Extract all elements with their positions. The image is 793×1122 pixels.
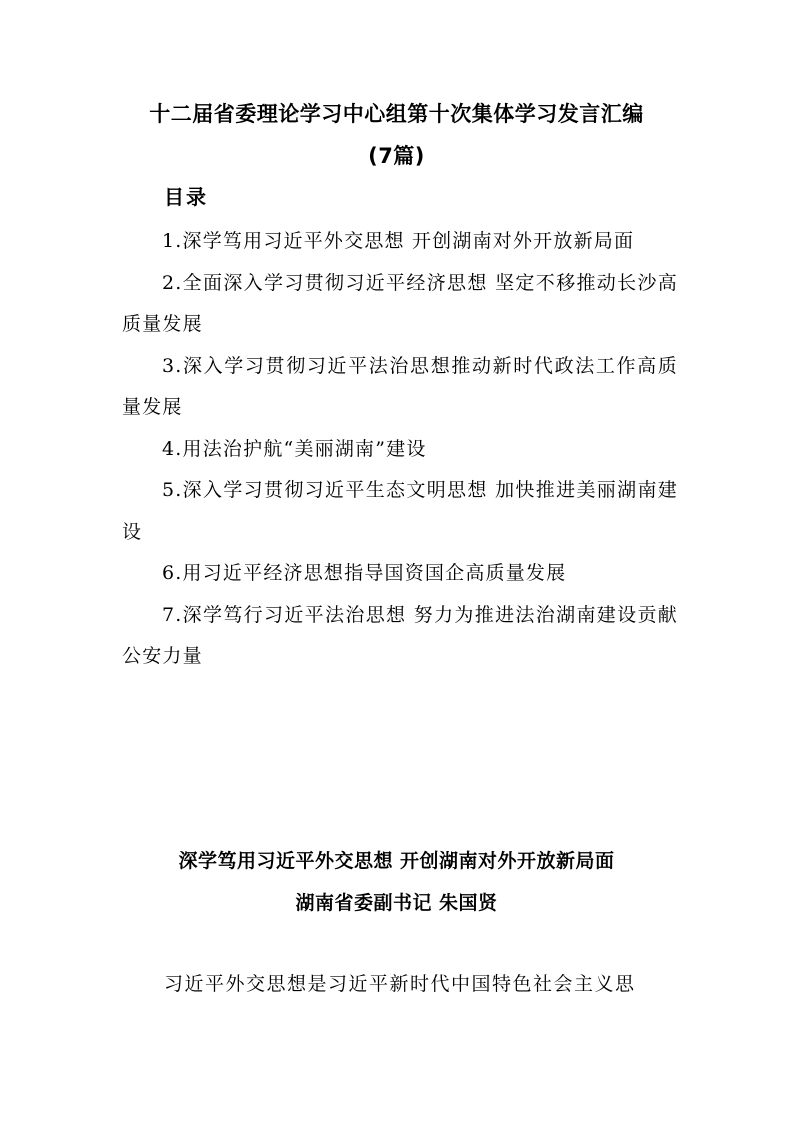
toc-item-4: 4.用法治护航“美丽湖南”建设	[162, 437, 427, 460]
body-paragraph: 习近平外交思想是习近平新时代中国特色社会主义思	[164, 973, 636, 995]
toc-item-1: 1.深学笃用习近平外交思想 开创湖南对外开放新局面	[162, 230, 635, 252]
toc-item-3: 3.深入学习贯彻习近平法治思想推动新时代政法工作高质量发展	[122, 354, 678, 418]
section-author: 湖南省委副书记 朱国贤	[295, 892, 498, 914]
document-title: 十二届省委理论学习中心组第十次集体学习发言汇编	[149, 102, 644, 126]
toc-item-6: 6.用习近平经济思想指导国资国企高质量发展	[162, 562, 567, 584]
toc-item-7: 7.深学笃行习近平法治思想 努力为推进法治湖南建设贡献公安力量	[122, 603, 678, 667]
section-title: 深学笃用习近平外交思想 开创湖南对外开放新局面	[178, 850, 615, 872]
table-of-contents	[122, 221, 678, 678]
document-title-count: (7篇)	[368, 144, 425, 168]
toc-item-2: 2.全面深入学习贯彻习近平经济思想 坚定不移推动长沙高质量发展	[122, 271, 678, 335]
toc-heading: 目录	[164, 185, 208, 209]
toc-item-5: 5.深入学习贯彻习近平生态文明思想 加快推进美丽湖南建设	[122, 479, 678, 543]
